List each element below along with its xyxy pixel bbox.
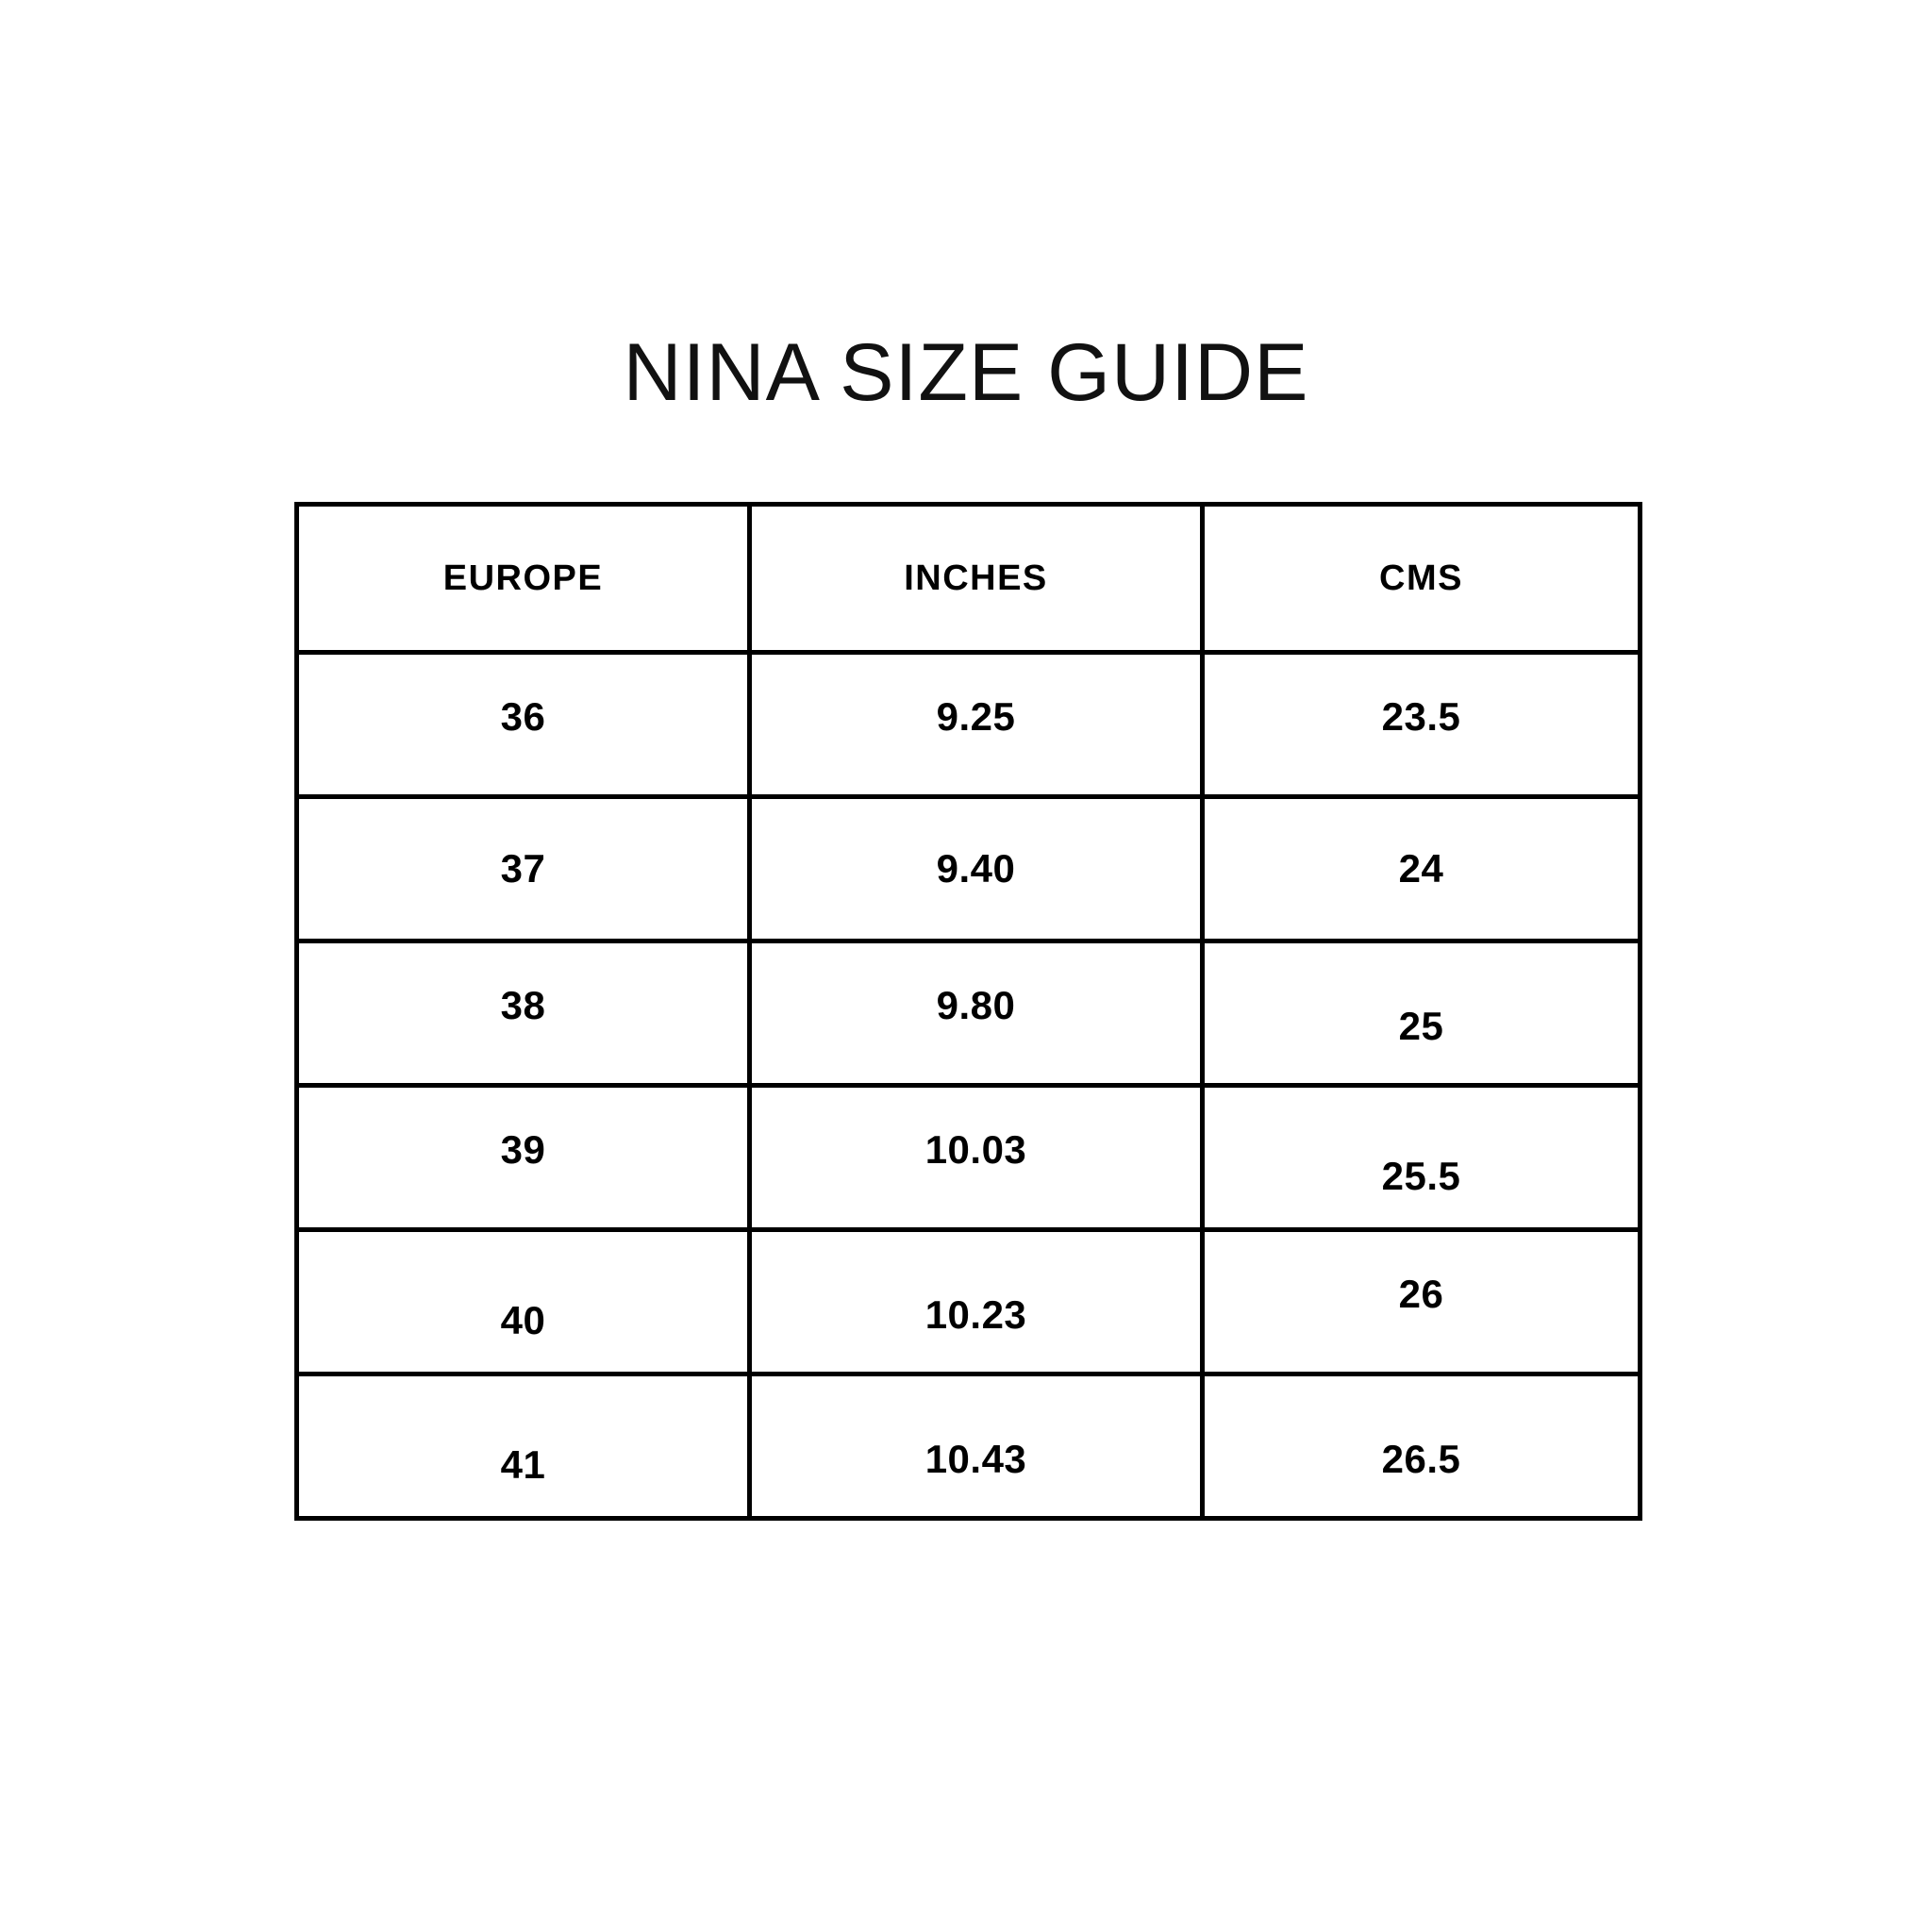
cell-value-inches: 10.23 [924,1292,1027,1337]
size-chart-table [294,502,1642,1521]
cell-value-europe: 39 [500,1127,546,1172]
table-header-row [297,505,1641,653]
cell-cms [1203,1374,1641,1519]
cell-inches [750,797,1203,941]
cell-value-europe: 40 [500,1298,546,1342]
cell-cms [1203,1086,1641,1230]
column-header-cms: CMS [1203,505,1641,653]
cell-europe [297,797,750,941]
cell-inches [750,653,1203,797]
table-row [297,653,1641,797]
cell-value-cms: 25.5 [1381,1154,1461,1198]
page-title: NINA SIZE GUIDE [623,327,1309,418]
cell-cms [1203,797,1641,941]
size-table-container [294,502,1638,1521]
cell-inches [750,1086,1203,1230]
cell-europe [297,941,750,1086]
table-body [297,653,1641,1519]
cell-value-cms: 26.5 [1381,1437,1461,1481]
cell-cms [1203,1230,1641,1374]
cell-inches [750,1374,1203,1519]
column-header-inches: INCHES [750,505,1203,653]
cell-value-cms: 24 [1398,846,1444,891]
table-row [297,1374,1641,1519]
table-row [297,797,1641,941]
table-row [297,941,1641,1086]
cell-value-europe: 37 [500,846,546,891]
cell-cms [1203,941,1641,1086]
cell-europe [297,1230,750,1374]
table-row [297,1230,1641,1374]
cell-value-cms: 25 [1398,1004,1444,1048]
cell-value-cms: 26 [1398,1272,1444,1316]
cell-inches [750,1230,1203,1374]
cell-value-europe: 36 [500,694,546,739]
cell-value-inches: 10.43 [924,1437,1027,1481]
cell-value-europe: 38 [500,983,546,1027]
table-header [297,505,1641,653]
cell-europe [297,653,750,797]
cell-value-europe: 41 [500,1442,546,1487]
cell-value-inches: 10.03 [924,1127,1027,1172]
cell-value-cms: 23.5 [1381,694,1461,739]
table-row [297,1086,1641,1230]
cell-value-inches: 9.80 [936,983,1016,1027]
cell-europe [297,1086,750,1230]
column-header-europe: EUROPE [297,505,750,653]
cell-europe [297,1374,750,1519]
cell-cms [1203,653,1641,797]
cell-value-inches: 9.25 [936,694,1016,739]
cell-inches [750,941,1203,1086]
cell-value-inches: 9.40 [936,846,1016,891]
